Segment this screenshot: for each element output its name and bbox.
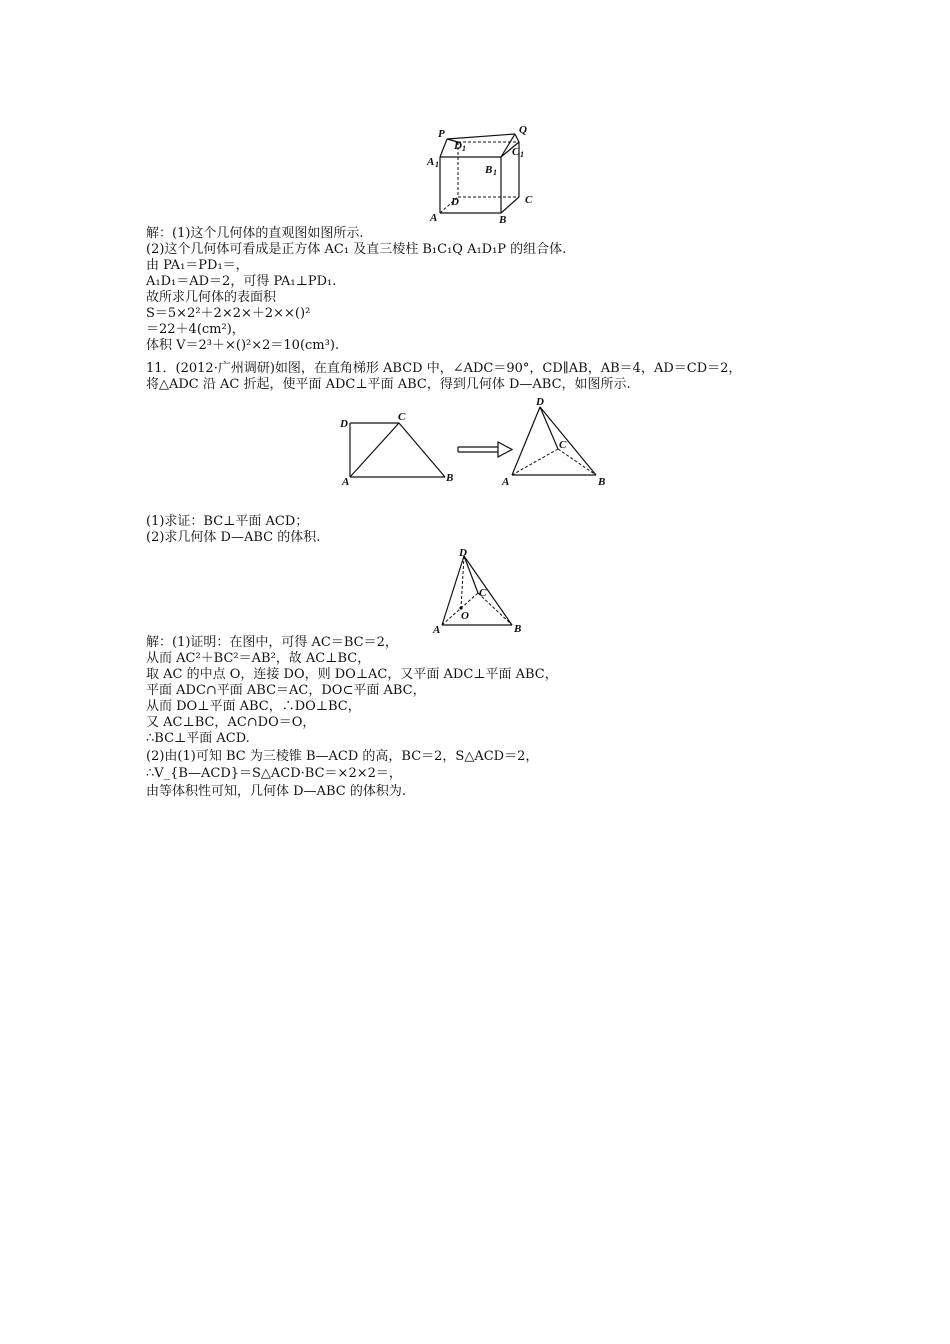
text-line: A₁D₁＝AD＝2，可得 PA₁⊥PD₁. (146, 274, 337, 289)
text-line: 由等体积性可知，几何体 D—ABC 的体积为. (146, 784, 406, 799)
text-line: 11．(2012·广州调研)如图，在直角梯形 ABCD 中，∠ADC＝90°，CD∥AB，AB＝4，AD＝CD＝2， (146, 361, 742, 376)
text-line: 平面 ADC∩平面 ABC＝AC，DO⊂平面 ABC， (146, 683, 426, 698)
text-line: ＝22＋4(cm²)， (146, 322, 245, 337)
label-D: D (451, 196, 459, 208)
text-line: (2)这个几何体可看成是正方体 AC₁ 及直三棱柱 B₁C₁Q A₁D₁P 的组合体. (146, 242, 567, 257)
text-line: (1)求证：BC⊥平面 ACD； (146, 514, 309, 529)
label-B1-sub: 1 (493, 168, 497, 177)
label-Q: Q (519, 125, 527, 136)
label-C: C (398, 411, 406, 423)
label-D1-sub: 1 (462, 144, 466, 153)
text-line: 解：(1)这个几何体的直观图如图所示. (146, 226, 364, 241)
text-line: 解：(1)证明：在图中，可得 AC＝BC＝2， (146, 635, 398, 650)
label-B1: B (485, 164, 493, 176)
text-line: 由 PA₁＝PD₁＝， (146, 258, 249, 273)
text-line: 故所求几何体的表面积 (146, 290, 277, 305)
label-A: A (502, 476, 510, 488)
text-line: ∴BC⊥平面 ACD. (146, 731, 250, 746)
tetrahedron-figure (428, 546, 528, 636)
text-line: 从而 AC²＋BC²＝AB²，故 AC⊥BC， (146, 651, 371, 666)
label-C: C (479, 587, 487, 599)
label-B: B (446, 472, 454, 484)
label-P: P (438, 128, 445, 140)
label-D: D (536, 396, 544, 408)
text-line: ∴V_{B—ACD}＝S△ACD·BC＝×2×2＝， (146, 766, 402, 781)
label-C: C (525, 194, 533, 206)
box-figure (424, 125, 544, 225)
label-C1: C (512, 146, 520, 158)
label-B: B (598, 476, 606, 488)
label-A1-sub: 1 (435, 160, 439, 169)
label-B: B (514, 623, 522, 635)
label-D: D (340, 418, 348, 430)
text-line: 体积 V＝2³＋×()²×2＝10(cm³). (146, 338, 340, 353)
text-line: (2)求几何体 D—ABC 的体积. (146, 530, 321, 545)
text-line: 又 AC⊥BC，AC∩DO＝O， (146, 715, 316, 730)
label-D1: D (454, 140, 462, 152)
label-C: C (559, 439, 567, 451)
label-A1: A (427, 156, 435, 168)
text-line: 从而 DO⊥平面 ABC，∴DO⊥BC， (146, 699, 361, 714)
text-line: 取 AC 的中点 O，连接 DO，则 DO⊥AC，又平面 ADC⊥平面 ABC， (146, 667, 558, 682)
label-C1-sub: 1 (520, 150, 524, 159)
label-O: O (461, 610, 469, 622)
label-D: D (459, 547, 467, 559)
fold-figure (336, 393, 616, 493)
text-line: (2)由(1)可知 BC 为三棱锥 B—ACD 的高，BC＝2，S△ACD＝2， (146, 749, 539, 764)
label-A: A (430, 212, 438, 224)
label-A: A (342, 476, 350, 488)
text-line: 将△ADC 沿 AC 折起，使平面 ADC⊥平面 ABC，得到几何体 D—ABC，如图所示. (146, 377, 631, 392)
text-line: S＝5×2²＋2×2×＋2××()² (146, 306, 311, 321)
label-A: A (433, 624, 441, 636)
label-B: B (499, 214, 507, 225)
